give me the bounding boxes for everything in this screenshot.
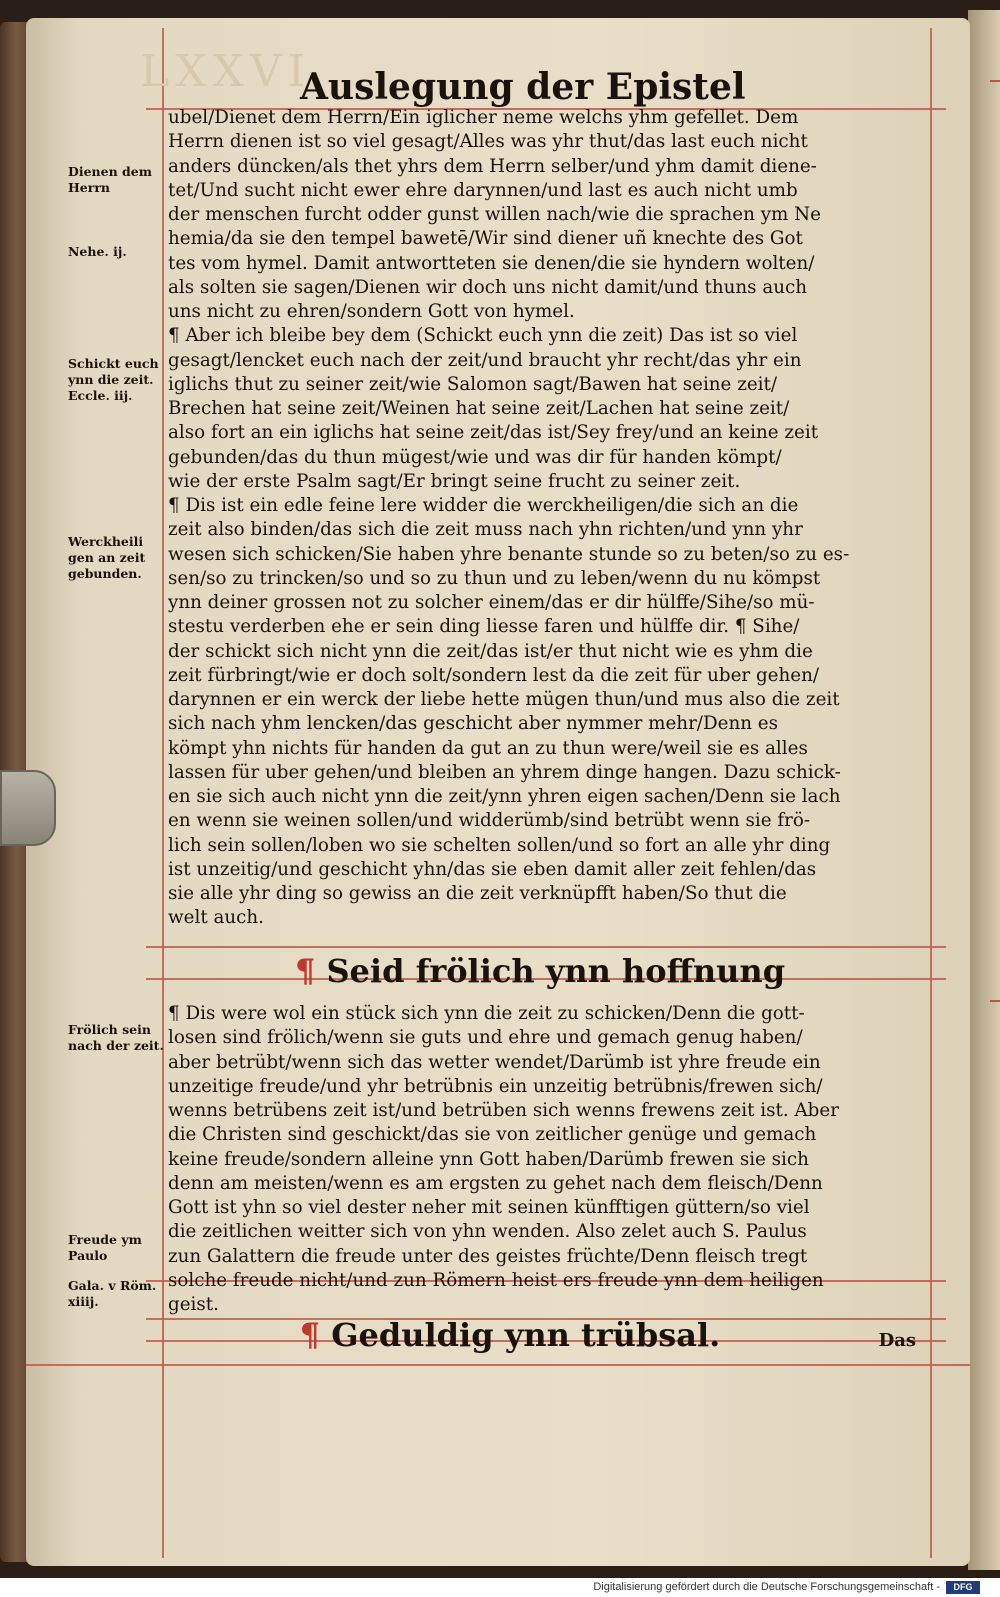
text-line: welt auch.: [168, 907, 264, 929]
text-line: tes vom hymel. Damit antwortteten sie denen/die sie hyndern wolten/: [168, 252, 815, 274]
text-line: ubel/Dienet dem Herrn/Ein iglicher neme welchs yhm gefellet. Dem: [168, 107, 799, 128]
footer-bar: [0, 1578, 1000, 1597]
text-line: wie der erste Psalm sagt/Er bringt seine frucht zu seiner zeit.: [168, 470, 741, 492]
footer-credit: Digitalisierung gefördert durch die Deutsche Forschungsgemeinschaft -: [593, 1581, 940, 1593]
text-line: darynnen er ein werck der liebe hette mügen thun/und mus also die zeit: [168, 689, 840, 710]
show-through-title: LXXVI: [140, 46, 312, 97]
text-line: als solten sie sagen/Dienen wir doch uns nicht damit/und thuns auch: [168, 276, 808, 298]
text-line: Gott ist yhn so viel dester neher mit seinen künfftigen güttern/so viel: [168, 1197, 810, 1218]
text-line: lassen für uber gehen/und bleiben an yhrem dinge hangen. Dazu schick-: [168, 761, 841, 783]
facing-page-edge: [968, 10, 1000, 1570]
section-heading-hoffnung: [190, 946, 890, 996]
text-line: zun Galattern die freude unter des geistes früchte/Denn fleisch tregt: [168, 1245, 808, 1267]
body-text-block-2: [168, 1002, 912, 1317]
body-text-block-1: [168, 106, 912, 931]
text-line: geist.: [168, 1294, 219, 1315]
text-line: zeit also binden/das sich die zeit muss nach yhn richten/und ynn yhr: [168, 519, 803, 541]
text-line: ynn deiner grossen not zu solcher einem/das er dir hülffe/Sihe/so mü-: [168, 592, 815, 613]
facing-page-rule: [990, 1000, 1000, 1002]
text-line: Brechen hat seine zeit/Weinen hat seine zeit/Lachen hat seine zeit/: [168, 398, 790, 419]
margin-gloss-freude: Freude ym Paulo: [68, 1232, 142, 1263]
text-line: iglichs thut zu seiner zeit/wie Salomon sagt/Bawen hat seine zeit/: [168, 373, 777, 395]
margin-gloss-froelich: Frölich sein nach der zeit.: [68, 1022, 164, 1053]
text-line: lich sein sollen/loben wo sie schelten sollen/und so fort an alle yhr ding: [168, 834, 831, 856]
text-line: also fort an ein iglichs hat seine zeit/das ist/Sey frey/und an keine zeit: [168, 422, 819, 444]
text-line: en wenn sie weinen sollen/und widderümb/sind betrübt wenn sie frö-: [168, 810, 811, 832]
text-line: sie alle yhr ding so gewiss an die zeit verknüpfft haben/So thut die: [168, 883, 787, 904]
section-heading-truebsal: [160, 1310, 860, 1360]
text-line: der schickt sich nicht ynn die zeit/das ist/er thut nicht wie es yhm die: [168, 640, 813, 662]
text-line: sich nach yhm lencken/das geschicht aber nymmer mehr/Denn es: [168, 713, 779, 735]
text-line: en sie sich auch nicht ynn die zeit/ynn yhren eigen sachen/Denn sie lach: [168, 786, 841, 807]
pilcrow-mark: ¶: [299, 1316, 321, 1354]
margin-gloss-gala: Gala. v Röm. xiiij.: [68, 1278, 157, 1309]
margin-gloss-nehe: Nehe. ij.: [68, 244, 127, 259]
pilcrow-mark: ¶: [294, 952, 316, 990]
text-line: aber betrübt/wenn sich das wetter wendet/Darümb ist yhre freude ein: [168, 1051, 821, 1073]
margin-gloss-werckheiligen: Werckheili gen an zeit gebunden.: [68, 534, 146, 581]
text-line: anders düncken/als thet yhrs dem Herrn selber/und yhm damit diene-: [168, 155, 817, 177]
text-line: losen sind frölich/wenn sie guts und ehre und gemach genug haben/: [168, 1027, 803, 1049]
bottom-rule: [26, 1364, 970, 1366]
text-line: kömpt yhn nichts für handen da gut an zu thun were/weil sie es alles: [168, 737, 808, 759]
catchword: Das: [878, 1330, 916, 1351]
text-line: tet/Und sucht nicht ewer ehre darynnen/und last es auch nicht umb: [168, 179, 798, 201]
section-heading-text: Geduldig ynn trübsal.: [331, 1316, 721, 1354]
book-clasp: [0, 770, 56, 846]
text-line: wesen sich schicken/Sie haben yhre benante stunde so zu beten/so zu es-: [168, 543, 850, 565]
dfg-logo: DFG: [946, 1581, 980, 1594]
facing-page-rule: [990, 80, 1000, 82]
text-line: die Christen sind geschickt/das sie von zeitlicher genüge und gemach: [168, 1124, 817, 1146]
text-line: stestu verderben ehe er sein ding liesse faren und hülffe dir. ¶ Sihe/: [168, 616, 800, 638]
text-line: uns nicht zu ehren/sondern Gott von hymel.: [168, 301, 575, 322]
text-line: die zeitlichen weitter sich von yhn wenden. Also zelet auch S. Paulus: [168, 1221, 807, 1243]
margin-rule: [930, 28, 932, 1558]
text-line: sen/so zu trincken/so und so zu thun und zu leben/wenn du nu kömpst: [168, 567, 821, 589]
text-line: ¶ Dis were wol ein stück sich ynn die zeit zu schicken/Denn die gott-: [168, 1003, 805, 1024]
text-line: hemia/da sie den tempel bawetē/Wir sind diener uñ knechte des Got: [168, 228, 803, 250]
text-line: der menschen furcht odder gunst willen nach/wie die sprachen ym Ne: [168, 204, 821, 225]
text-line: Herrn dienen ist so viel gesagt/Alles was yhr thut/das last euch nicht: [168, 131, 808, 153]
text-line: ¶ Aber ich bleibe bey dem (Schickt euch ynn die zeit) Das ist so viel: [168, 325, 798, 347]
text-line: ¶ Dis ist ein edle feine lere widder die werckheiligen/die sich an die: [168, 495, 799, 516]
margin-gloss-dienen: Dienen dem Herrn: [68, 164, 152, 195]
text-line: wenns betrübens zeit ist/und betrüben sich wenns frewens zeit ist. Aber: [168, 1100, 839, 1121]
text-line: ist unzeitig/und geschicht yhn/das sie eben damit aller zeit fehlen/das: [168, 858, 817, 880]
text-line: zeit fürbringt/wie er doch solt/sondern lest da die zeit für uber gehen/: [168, 664, 820, 686]
text-line: keine freude/sondern alleine ynn Gott haben/Darümb frewen sie sich: [168, 1148, 809, 1170]
text-line: solche freude nicht/und zun Römern heist ers freude ynn dem heiligen: [168, 1269, 824, 1291]
margin-gloss-schickt: Schickt euch ynn die zeit. Eccle. iij.: [68, 356, 159, 403]
text-line: denn am meisten/wenn es am ergsten zu gehet nach dem fleisch/Denn: [168, 1172, 823, 1194]
section-heading-text: Seid frölich ynn hoffnung: [326, 952, 786, 990]
running-header: Auslegung der Epistel: [300, 66, 746, 108]
text-line: unzeitige freude/und yhr betrübnis ein unzeitig betrübnis/frewen sich/: [168, 1075, 823, 1097]
text-line: gebunden/das du thun mügest/wie und was dir für handen kömpt/: [168, 446, 782, 468]
text-line: gesagt/lencket euch nach der zeit/und braucht yhr recht/das yhr ein: [168, 349, 802, 371]
